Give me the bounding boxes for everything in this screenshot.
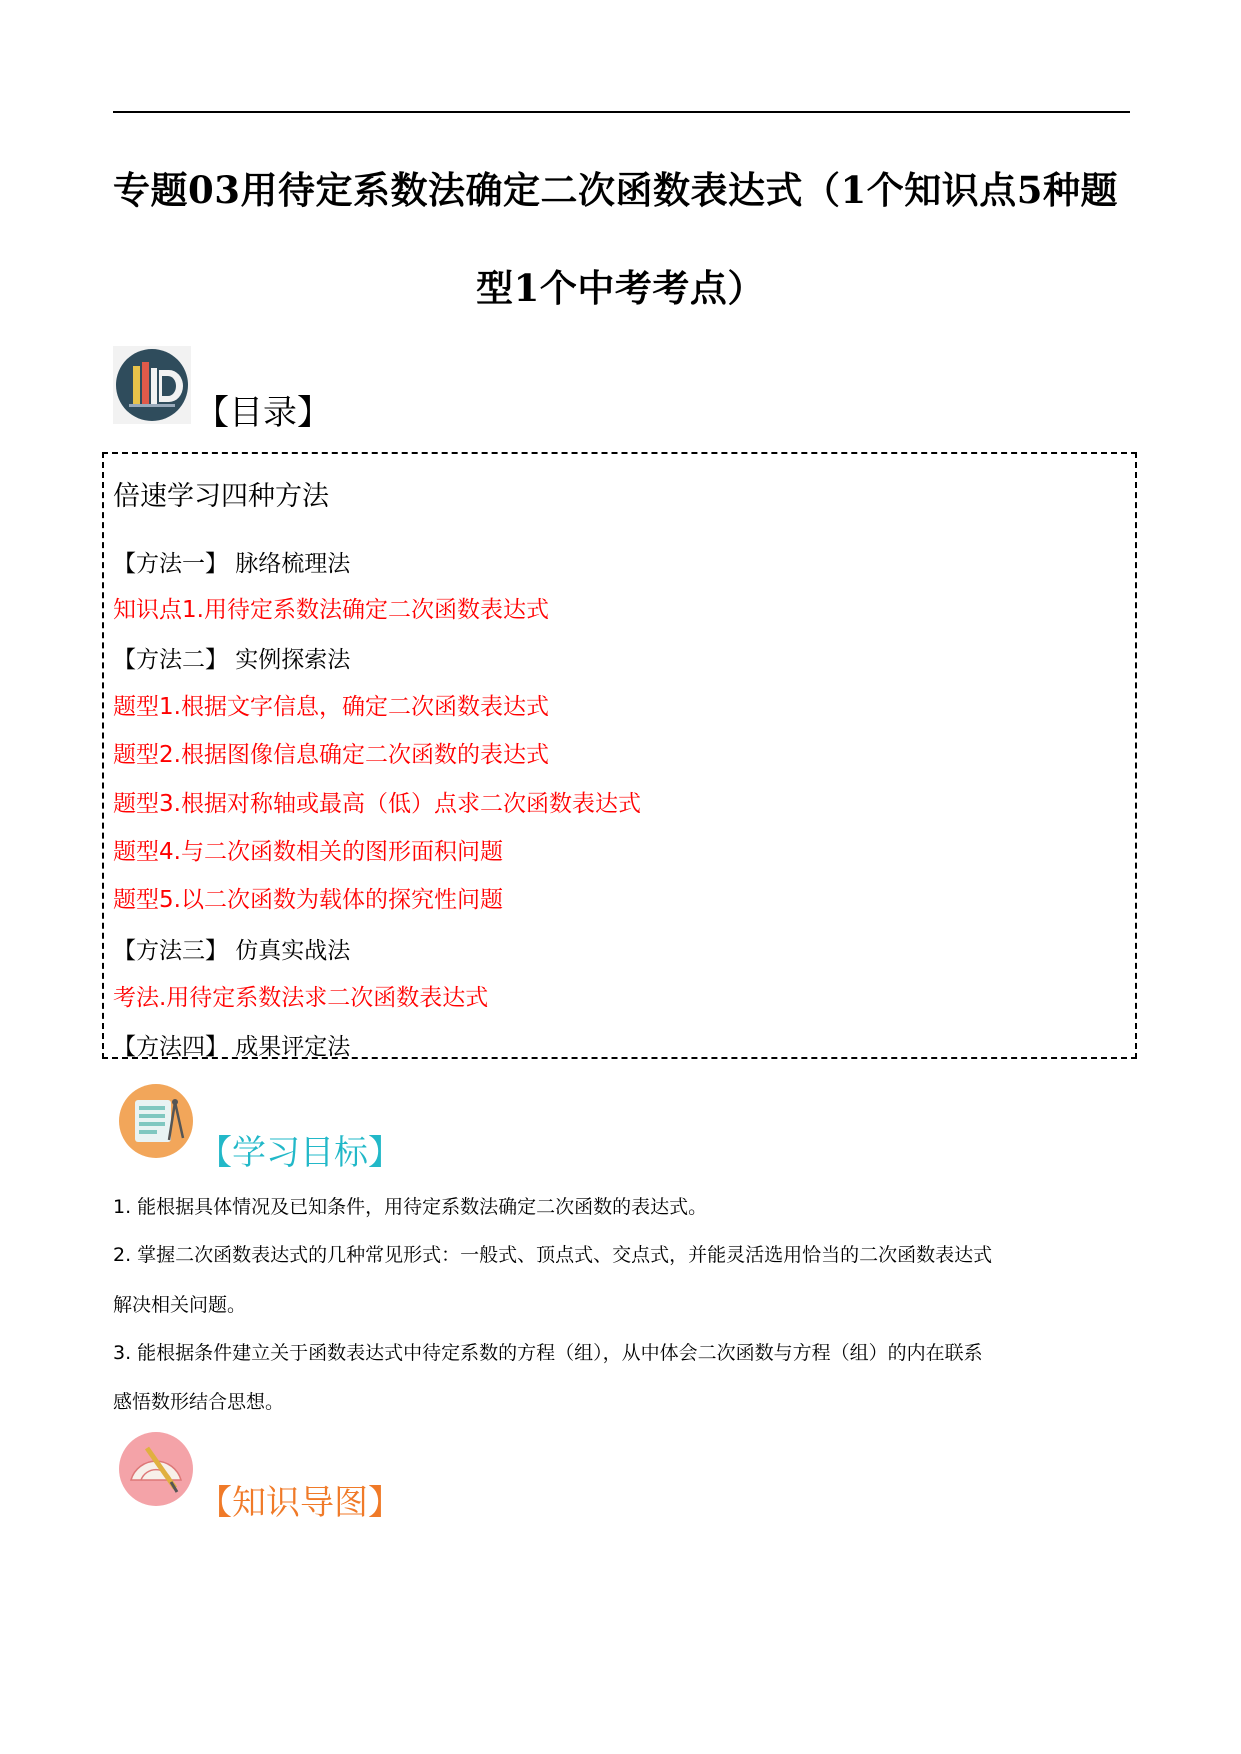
goal-item-2: 2. 掌握二次函数表达式的几种常见形式：一般式、顶点式、交点式，并能灵活选用恰当的二次函数表达式 xyxy=(113,1244,993,1266)
toc-item-method-2[interactable]: 【方法二】 实例探索法 xyxy=(113,647,351,673)
toc-item-knowledge-1[interactable]: 知识点1.用待定系数法确定二次函数表达式 xyxy=(113,597,549,623)
toc-item-type-3[interactable]: 题型3.根据对称轴或最高（低）点求二次函数表达式 xyxy=(113,791,641,817)
page-title-line-1: 专题03用待定系数法确定二次函数表达式（1个知识点5种题 xyxy=(113,168,1118,212)
books-ruler-icon xyxy=(113,346,191,424)
toc-item-method-3[interactable]: 【方法三】 仿真实战法 xyxy=(113,938,351,964)
goal-item-1: 1. 能根据具体情况及已知条件，用待定系数法确定二次函数的表达式。 xyxy=(113,1196,708,1218)
toc-title: 倍速学习四种方法 xyxy=(113,481,329,512)
knowledge-map-heading: 【知识导图】 xyxy=(198,1483,402,1523)
goals-heading: 【学习目标】 xyxy=(198,1133,402,1173)
toc-item-method-4[interactable]: 【方法四】 成果评定法 xyxy=(113,1034,351,1060)
top-rule xyxy=(113,111,1130,113)
toc-item-type-5[interactable]: 题型5.以二次函数为载体的探究性问题 xyxy=(113,887,503,913)
toc-item-exam[interactable]: 考法.用待定系数法求二次函数表达式 xyxy=(113,985,489,1011)
toc-item-type-2[interactable]: 题型2.根据图像信息确定二次函数的表达式 xyxy=(113,742,549,768)
toc-item-type-4[interactable]: 题型4.与二次函数相关的图形面积问题 xyxy=(113,839,503,865)
goal-item-2-cont: 解决相关问题。 xyxy=(113,1294,247,1316)
protractor-icon xyxy=(117,1430,195,1508)
notebook-compass-icon xyxy=(117,1082,195,1160)
goal-item-3: 3. 能根据条件建立关于函数表达式中待定系数的方程（组），从中体会二次函数与方程（组）的内在联系 xyxy=(113,1342,983,1364)
page-title-line-2: 型1个中考考点） xyxy=(476,266,765,310)
toc-item-method-1[interactable]: 【方法一】 脉络梳理法 xyxy=(113,551,351,577)
goal-item-3-cont: 感悟数形结合思想。 xyxy=(113,1391,285,1413)
toc-heading: 【目录】 xyxy=(195,393,331,433)
toc-item-type-1[interactable]: 题型1.根据文字信息，确定二次函数表达式 xyxy=(113,694,549,720)
